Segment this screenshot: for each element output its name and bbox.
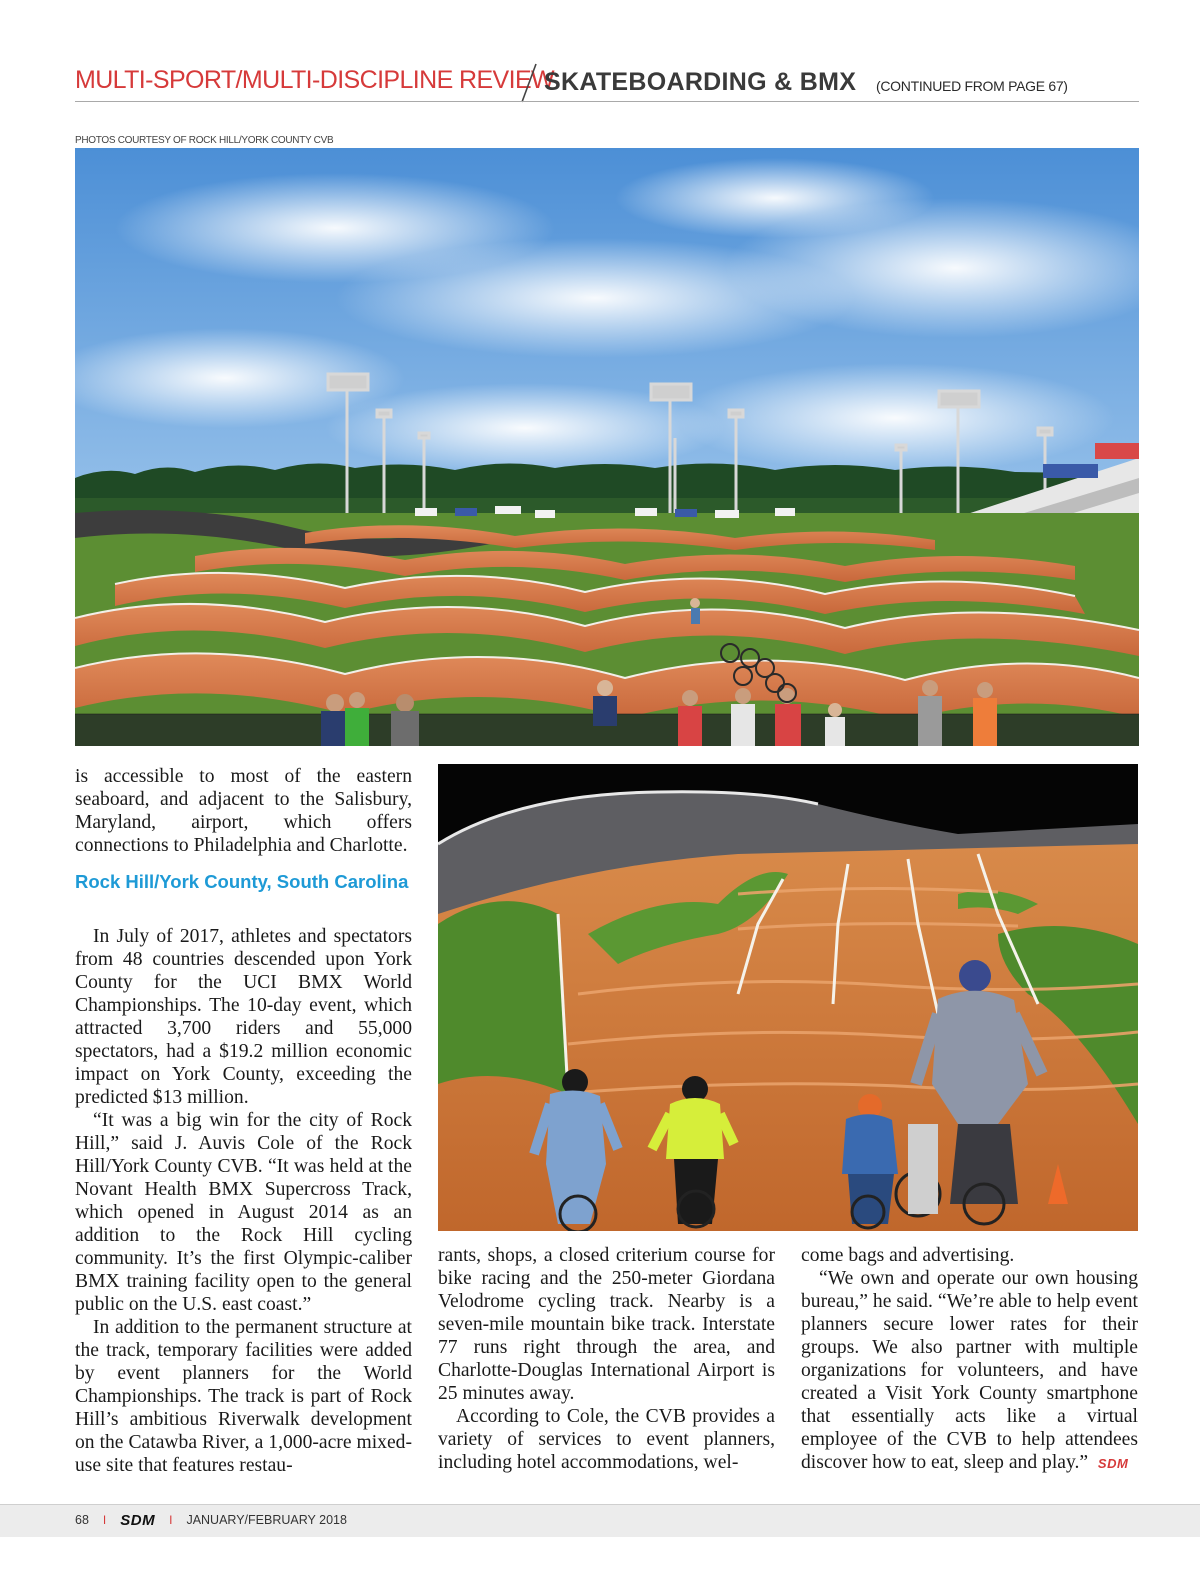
- page-footer: [75, 1508, 347, 1532]
- photo-credit: PHOTOS COURTESY OF ROCK HILL/YORK COUNTY CVB: [75, 135, 334, 146]
- article-column-1: [75, 925, 412, 1477]
- article-column-3: [801, 1244, 1138, 1475]
- footer-separator: I: [169, 1513, 173, 1527]
- footer-separator: I: [102, 1513, 107, 1527]
- bmx-track-overview-photo: [75, 148, 1139, 746]
- bmx-riders-night-photo: [438, 764, 1138, 1231]
- paragraph: [801, 1267, 1138, 1475]
- closing-paragraph-text: “We own and operate our own housing bureau,” he said. “We’re able to help event planners secure lower rates for their groups. We also partner with multiple organizations for volunteers, and have created a Visit York County smartphone that essentially acts like a virtual employee of the CVB to help attendees discover how to eat, sleep and play.”: [801, 1268, 1138, 1473]
- paragraph: In addition to the permanent structure at the track, temporary facilities were added by event planners for the World Championships. The track is part of Rock Hill’s ambitious Riverwalk development on the Catawba River, a 1,000-acre mixed-use site that features restau-: [75, 1317, 412, 1476]
- intro-paragraph: is accessible to most of the eastern seaboard, and adjacent to the Salisbury, Maryland, airport, which offers connections to Philadelphia and Charlotte.: [75, 766, 412, 856]
- paragraph-continuation: rants, shops, a closed criterium course for bike racing and the 250-meter Giordana Velodrome cycling track. Nearby is a seven-mile mountain bike track. Interstate 77 runs right through the area, and Charlotte-Douglas International Airport is 25 minutes away.: [438, 1245, 775, 1404]
- section-heading: MULTI-SPORT/MULTI-DISCIPLINE REVIEW: [75, 66, 555, 94]
- paragraph: “It was a big win for the city of Rock Hill,” said J. Auvis Cole of the Rock Hill/York County CVB. “It was held at the Novant Health BMX Supercross Track, which opened in August 2014 as an addition to the Rock Hill cycling community. It’s the first Olympic-caliber BMX training facility open to the general public on the U.S. east coast.”: [75, 1110, 412, 1315]
- paragraph: According to Cole, the CVB provides a variety of services to event planners, including hotel accommodations, wel-: [438, 1406, 775, 1473]
- page-number: 68: [75, 1513, 89, 1527]
- article-column-2: [438, 1244, 775, 1474]
- magazine-logo: SDM: [120, 1511, 156, 1529]
- paragraph-continuation: come bags and advertising.: [801, 1245, 1015, 1266]
- article-topic-title: SKATEBOARDING & BMX: [544, 68, 857, 96]
- continued-note: (CONTINUED FROM PAGE 67): [876, 78, 1068, 94]
- section-subhead: Rock Hill/York County, South Carolina: [75, 871, 409, 892]
- header-rule: [75, 101, 1139, 102]
- header-slash-divider: [514, 62, 544, 104]
- issue-date: JANUARY/FEBRUARY 2018: [186, 1513, 347, 1527]
- paragraph: In July of 2017, athletes and spectators from 48 countries descended upon York County for the UCI BMX World Championships. The 10-day event, which attracted 3,700 riders and 55,000 spectators, had a $19.2 million economic impact on York County, exceeding the predicted $13 million.: [75, 926, 412, 1108]
- article-column-1-intro: [75, 765, 412, 857]
- end-mark-logo: SDM: [1097, 1456, 1129, 1471]
